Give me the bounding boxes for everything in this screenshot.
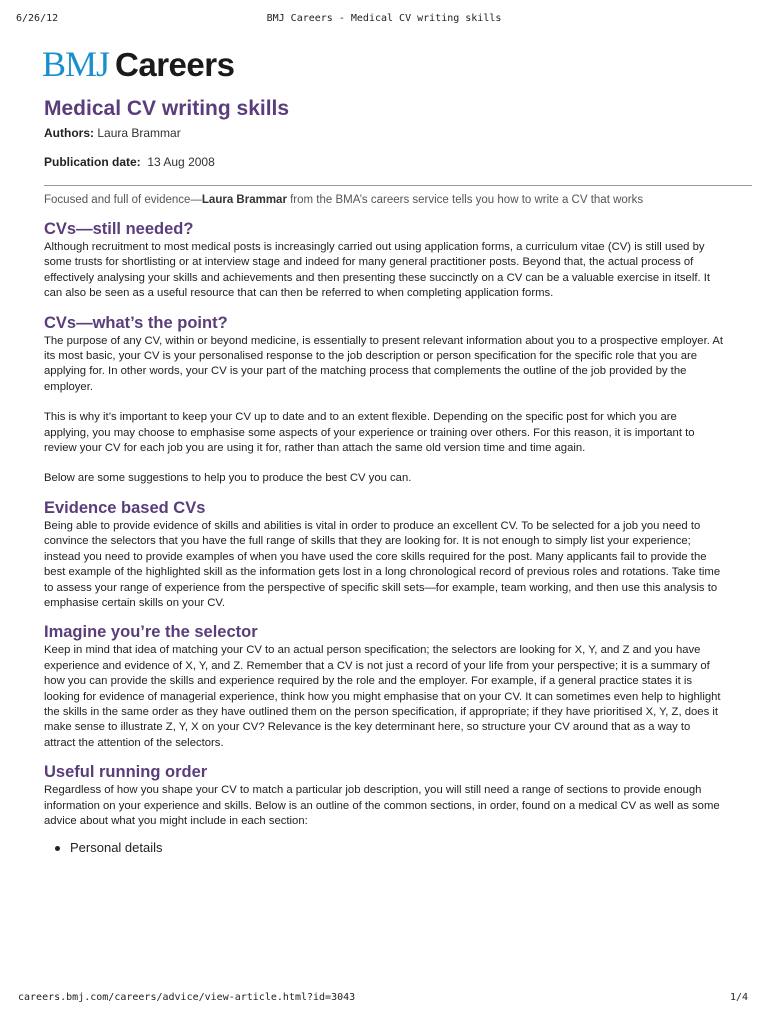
section-heading: CVs—what’s the point?	[44, 313, 228, 332]
article-pubdate	[44, 154, 724, 170]
authors-label: Authors:	[44, 126, 94, 140]
pubdate-value: 13 Aug 2008	[147, 155, 215, 169]
bullet-icon	[55, 846, 60, 851]
standfirst-post: from the BMA’s careers service tells you how to write a CV that works	[286, 194, 644, 206]
print-url: careers.bmj.com/careers/advice/view-article.html?id=3043	[18, 992, 356, 1003]
standfirst-pre: Focused and full of evidence—	[44, 194, 202, 206]
section-heading: Evidence based CVs	[44, 498, 206, 517]
section-paragraph: Keep in mind that idea of matching your CV to an actual person specification; the selectors are looking for X, Y, and Z and you have experience and evidence of X, Y, and Z. Remember that a CV is not just a record of your life from your perspective; it is a summary of how you can provide the skills and experience required by the role and the employer. For example, if a general practice states it is looking for evidence of managerial experience, think how you might emphasise that on your CV. It can sometimes even help to highlight the skills in the same order as they have outlined them on the person specification, if appropriate; if they have prioritised X, Y, Z, does it make sense to illustrate Z, Y, X on your CV? Relevance is the key determinant here, so structure your CV around that as a way to attract the attention of the selectors.	[44, 644, 721, 749]
article-title: Medical CV writing skills	[44, 97, 290, 120]
section-paragraph: This is why it’s important to keep your CV up to date and to an extent flexible. Depending on the specific post for which you are applying, you may choose to emphasise some aspects of your experience or training over others. For this reason, it is important to review your CV for each job you are using it for, rather than attach the same old version time and time again.	[44, 411, 695, 455]
article-content	[44, 95, 724, 858]
print-title: BMJ Careers - Medical CV writing skills	[266, 13, 502, 24]
section-heading: Useful running order	[44, 763, 208, 782]
print-header	[0, 13, 768, 29]
section-heading: CVs—still needed?	[44, 220, 194, 238]
bmj-careers-logo[interactable]	[42, 44, 234, 84]
authors-value: Laura Brammar	[97, 126, 181, 140]
section-heading: Imagine you’re the selector	[44, 623, 258, 642]
section-paragraph: Although recruitment to most medical posts is increasingly carried out using application forms, a curriculum vitae (CV) is still used by some trusts for shortlisting or at interview stage and indeed for many general practitioner posts. Beyond that, the actual process of effectively analysing your skills and achievements and then presenting these succinctly on a CV can be a valuable exercise in itself. It can also be seen as a useful resource that can then be referred to when completing application forms.	[44, 241, 711, 300]
section-paragraph: Being able to provide evidence of skills and abilities is vital in order to produce an excellent CV. To be selected for a job you need to convince the selectors that you have the full range of skills that they are looking for. It is not enough to simply list your experience; instead you need to provide examples of when you have used the core skills required for the post. Many applicants fail to provide the best example of the highlighted skill as the information gets lost in a long chronological record of previous roles and rotations. Take time to assess your range of experience from the perspective of specific skill sets—for example, team working, and then use this analysis to emphasise certain skills on your CV.	[44, 519, 721, 609]
page-number: 1/4	[729, 992, 748, 1003]
logo-careers: Careers	[115, 46, 235, 83]
article-authors	[44, 125, 724, 141]
print-date: 6/26/12	[16, 13, 59, 24]
standfirst-author: Laura Brammar	[201, 194, 287, 206]
logo-bmj: BMJ	[42, 44, 110, 84]
section-paragraph: Regardless of how you shape your CV to match a particular job description, you will still need a range of sections to provide enough information on your experience and skills. Below is an outline of the common sections, in order, found on a medical CV as well as some advice about what you might include in each section:	[44, 784, 720, 827]
list-item	[70, 838, 724, 858]
section-paragraph: The purpose of any CV, within or beyond medicine, is essentially to present relevant information about you to a prospective employer. At its most basic, your CV is your personalised response to the job description or person specification for the specific role that you are applying for. In other words, your CV is your part of the matching process that complements the outline of the job provided by the employer.	[44, 334, 724, 393]
standfirst	[44, 192, 724, 208]
divider	[44, 185, 752, 186]
list-item-label: Personal details	[70, 840, 163, 856]
sections-list	[44, 838, 724, 858]
pubdate-label: Publication date:	[44, 155, 141, 169]
section-paragraph: Below are some suggestions to help you to produce the best CV you can.	[44, 472, 412, 485]
print-footer	[0, 992, 768, 1008]
